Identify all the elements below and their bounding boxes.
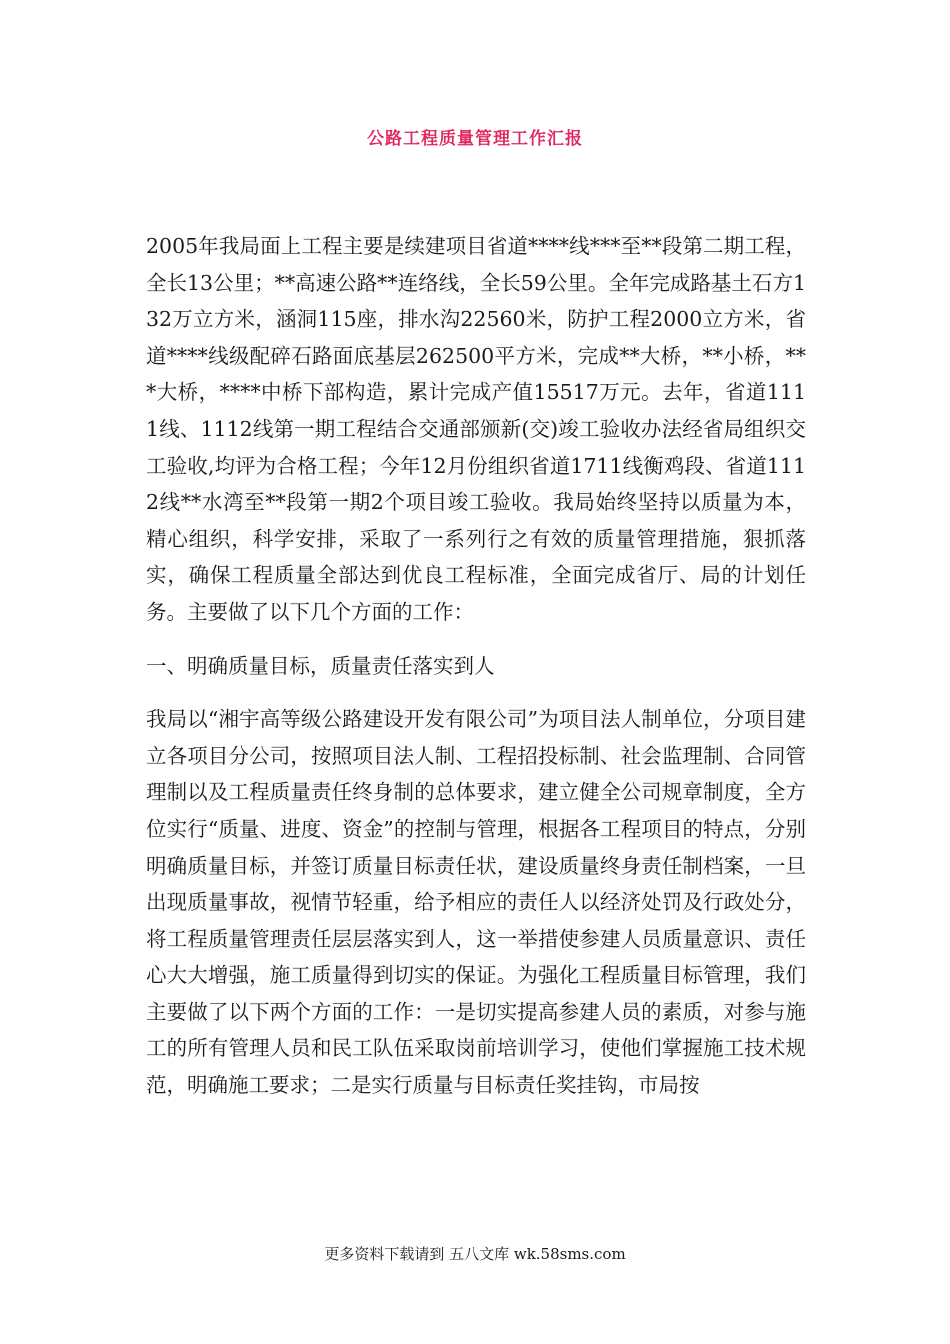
section-heading-1: 一、明确质量目标，质量责任落实到人 <box>146 653 495 678</box>
paragraph-section-1: 我局以“湘宇高等级公路建设开发有限公司”为项目法人制单位，分项目建立各项目分公司，按照项目法人制、工程招投标制、社会监理制、合同管理制以及工程质量责任终身制的总体要求，建立健全公司规章制度，全方位实行“质量、进度、资金”的控制与管理，根据各工程项目的特点，分别明确质量目标，并签订质量目标责任状，建设质量终身责任制档案，一旦出现质量事故，视情节轻重，给予相应的责任人以经济处罚及行政处分，将工程质量管理责任层层落实到人，这一举措使参建人员质量意识、责任心大大增强，施工质量得到切实的保证。为强化工程质量目标管理，我们主要做了以下两个方面的工作：一是切实提高参建人员的素质，对参与施工的所有管理人员和民工队伍采取岗前培训学习，使他们掌握施工技术规范，明确施工要求；二是实行质量与目标责任奖挂钩，市局按 <box>146 707 806 1098</box>
document-title: 公路工程质量管理工作汇报 <box>367 129 583 149</box>
document-body <box>146 228 806 1121</box>
page-footer: 更多资料下载请到 五八文库 wk.58sms.com <box>324 1245 626 1263</box>
paragraph-intro: 2005年我局面上工程主要是续建项目省道****线***至**段第二期工程，全长13公里；**高速公路**连络线，全长59公里。全年完成路基土石方132万立方米，涵洞115座，排水沟22560米，防护工程2000立方米，省道****线级配碎石路面底基层262500平方米，完成**大桥，**小桥，***大桥，****中桥下部构造，累计完成产值15517万元。去年，省道1111线、1112线第一期工程结合交通部颁新(交)竣工验收办法经省局组织交工验收,均评为合格工程；今年12月份组织省道1711线衡鸡段、省道1112线**水湾至**段第一期2个项目竣工验收。我局始终坚持以质量为本，精心组织，科学安排，采取了一系列行之有效的质量管理措施，狠抓落实，确保工程质量全部达到优良工程标准，全面完成省厅、局的计划任务。主要做了以下几个方面的工作： <box>146 234 806 624</box>
